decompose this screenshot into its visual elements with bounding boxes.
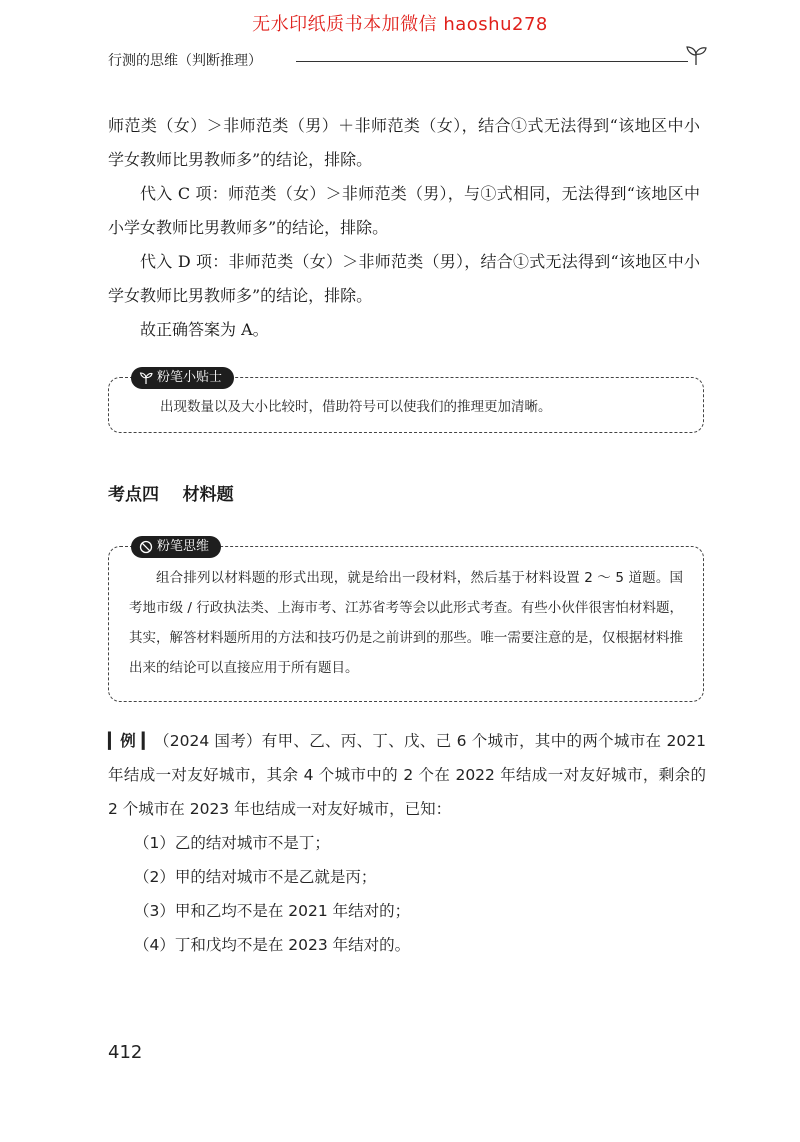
header-title: 行测的思维（判断推理） (108, 53, 262, 69)
tip-text: 出现数量以及大小比较时，借助符号可以使我们的推理更加清晰。 (160, 399, 552, 415)
header-rule (296, 61, 688, 62)
thinking-text: 组合排列以材料题的形式出现，就是给出一段材料，然后基于材料设置 2 ～ 5 道题。国考地市级 / 行政执法类、上海市考、江苏省考等会以此形式考查。有些小伙伴很害怕材料题，其实，解答材料题所用的方法和技巧仍是之前讲到的那些。唯一需要注意的是，仅根据材料推出来的结论可以直接应用于所有题目。 (129, 570, 683, 676)
paragraph: 代入 C 项：师范类（女）＞非师范类（男），与①式相同，无法得到“该地区中小学女教师比男教师多”的结论，排除。 (108, 184, 700, 237)
example-intro-paragraph (108, 724, 706, 826)
tip-tag (131, 367, 234, 389)
section-title: 考点四 材料题 (108, 485, 234, 505)
condition-item: （2）甲的结对城市不是乙就是丙； (134, 868, 377, 886)
paragraph: 故正确答案为 A。 (140, 320, 269, 339)
sprout-icon (684, 44, 708, 66)
condition-item: （3）甲和乙均不是在 2021 年结对的； (134, 902, 411, 920)
example-intro: （2024 国考）有甲、乙、丙、丁、戊、己 6 个城市，其中的两个城市在 2021 年结成一对友好城市，其余 4 个城市中的 2 个在 2022 年结成一对友好城市，剩余的 2 个城市在 2023 年也结成一对友好城市，已知： (108, 732, 706, 818)
example-block (108, 724, 706, 962)
running-header (108, 50, 708, 74)
solution-text (108, 109, 700, 347)
thinking-tag-label: 粉笔思维 (157, 539, 210, 554)
paragraph: 代入 D 项：非师范类（女）＞非师范类（男），结合①式无法得到“该地区中小学女教师比男教师多”的结论，排除。 (108, 252, 700, 305)
page-number: 412 (108, 1042, 143, 1063)
thinking-tag (131, 536, 221, 558)
no-sign-icon (139, 540, 153, 554)
watermark-text: 无水印纸质书本加微信 haoshu278 (252, 14, 548, 35)
thinking-box (108, 539, 704, 702)
condition-item: （1）乙的结对城市不是丁； (134, 834, 330, 852)
sprout-icon (139, 371, 153, 385)
paragraph: 师范类（女）＞非师范类（男）＋非师范类（女），结合①式无法得到“该地区中小学女教师比男教师多”的结论，排除。 (108, 116, 700, 169)
example-label: ▎例 ▎ (108, 732, 154, 750)
tip-tag-label: 粉笔小贴士 (157, 370, 223, 385)
tip-box (108, 370, 704, 433)
condition-item: （4）丁和戊均不是在 2023 年结对的。 (134, 936, 411, 954)
